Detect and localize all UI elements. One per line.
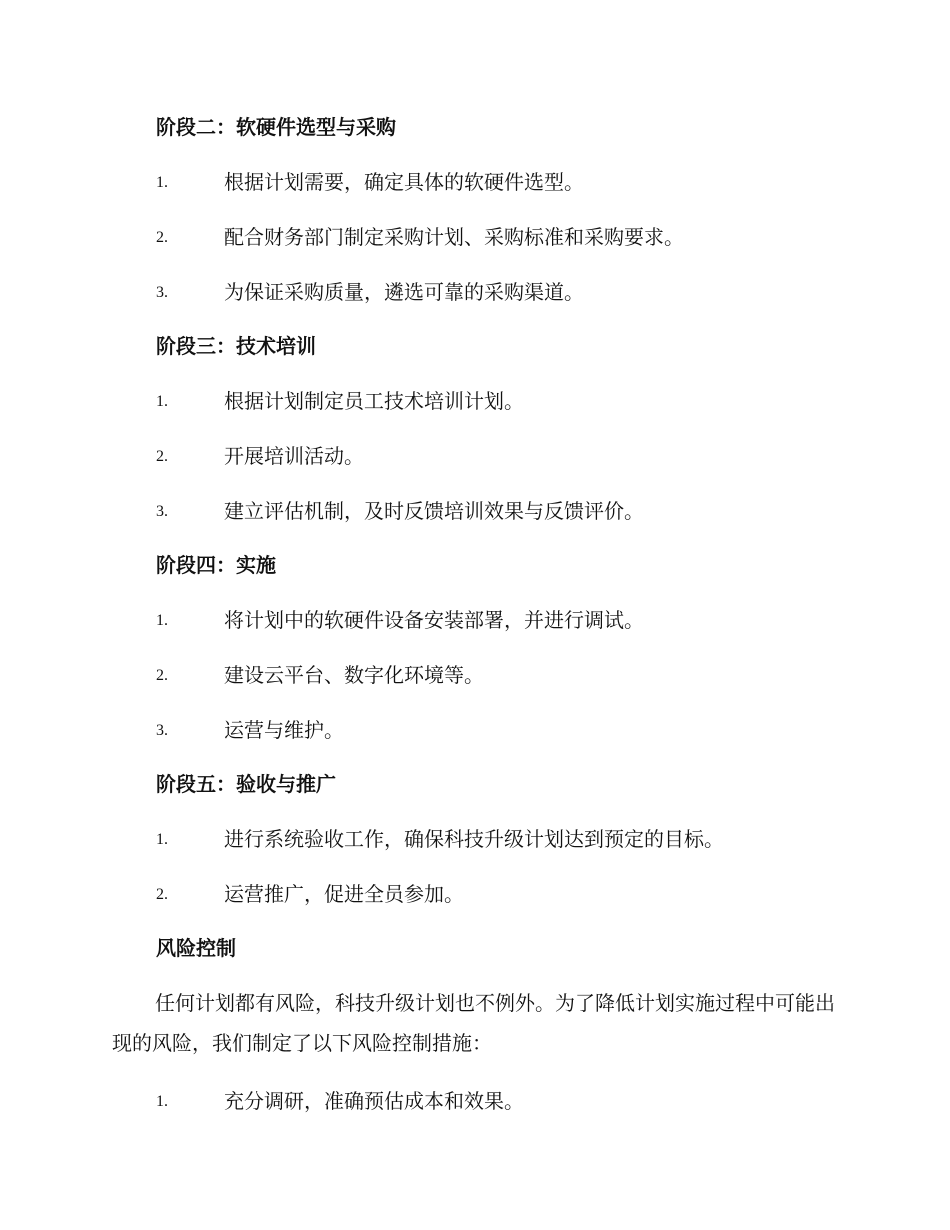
list-number: 3.: [156, 722, 168, 739]
list-number: 2.: [156, 667, 168, 684]
list-text: 充分调研，准确预估成本和效果。: [224, 1089, 524, 1113]
list-text: 运营与维护。: [224, 718, 344, 742]
section-heading: 阶段三：技术培训: [156, 334, 316, 358]
list-text: 配合财务部门制定采购计划、采购标准和采购要求。: [224, 225, 684, 249]
list-item: [156, 498, 856, 524]
list-text: 为保证采购质量，遴选可靠的采购渠道。: [224, 280, 584, 304]
list-item: [156, 662, 856, 688]
list-text: 进行系统验收工作，确保科技升级计划达到预定的目标。: [224, 827, 724, 851]
list-item: [156, 881, 856, 907]
list-text: 根据计划需要，确定具体的软硬件选型。: [224, 170, 584, 194]
list-text: 建立评估机制，及时反馈培训效果与反馈评价。: [224, 499, 644, 523]
list-number: 1.: [156, 612, 168, 629]
list-item: [156, 607, 856, 633]
section-heading: 阶段四：实施: [156, 553, 276, 577]
list-item: [156, 717, 856, 743]
list-number: 2.: [156, 229, 168, 246]
list-item: [156, 388, 856, 414]
list-number: 3.: [156, 284, 168, 301]
list-number: 2.: [156, 448, 168, 465]
risk-paragraph: 任何计划都有风险，科技升级计划也不例外。为了降低计划实施过程中可能出现的风险，我们制定了以下风险控制措施：: [112, 991, 835, 1055]
list-item: [156, 1088, 856, 1114]
list-text: 开展培训活动。: [224, 444, 364, 468]
list-item: [156, 443, 856, 469]
list-text: 运营推广，促进全员参加。: [224, 882, 464, 906]
list-item: [156, 169, 856, 195]
list-number: 1.: [156, 174, 168, 191]
list-item: [156, 224, 856, 250]
list-text: 将计划中的软硬件设备安装部署，并进行调试。: [224, 608, 644, 632]
section-heading: 阶段五：验收与推广: [156, 772, 336, 796]
list-number: 3.: [156, 503, 168, 520]
list-text: 根据计划制定员工技术培训计划。: [224, 389, 524, 413]
list-number: 1.: [156, 393, 168, 410]
list-number: 2.: [156, 886, 168, 903]
list-number: 1.: [156, 831, 168, 848]
risk-heading: 风险控制: [156, 936, 236, 960]
list-item: [156, 826, 856, 852]
list-number: 1.: [156, 1093, 168, 1110]
section-heading: 阶段二：软硬件选型与采购: [156, 115, 396, 139]
list-item: [156, 279, 856, 305]
list-text: 建设云平台、数字化环境等。: [224, 663, 484, 687]
